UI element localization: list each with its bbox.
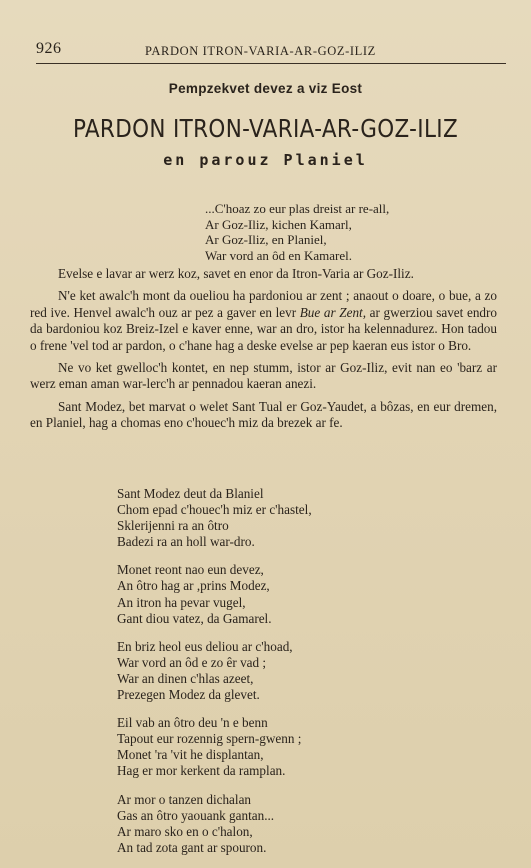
paragraph-text: Sant Modez, bet marvat o welet Sant Tual er Goz-Yaudet, a bôzas, en eur dremen, en Planiel, hag a chomas eno c'houec'h miz da brezek ar fe. bbox=[30, 398, 497, 431]
epigraph bbox=[205, 201, 389, 263]
verse-line: An tad zota gant ar spouron. bbox=[117, 839, 267, 855]
paragraph bbox=[30, 399, 497, 432]
book-title: Bue ar Zent, bbox=[299, 304, 366, 320]
stanza bbox=[117, 792, 312, 856]
stanza bbox=[117, 562, 312, 626]
paragraph bbox=[30, 266, 497, 282]
stanza bbox=[117, 715, 312, 779]
verse-line: Sklerijenni ra an ôtro bbox=[117, 518, 229, 534]
verse-line: Badezi ra an holl war-dro. bbox=[117, 534, 255, 550]
page-number: 926 bbox=[36, 40, 62, 57]
verse-line: Chom epad c'houec'h miz er c'hastel, bbox=[117, 502, 312, 518]
verse-line: War an dinen c'hlas azeet, bbox=[117, 670, 254, 686]
epigraph-line: ...C'hoaz zo eur plas dreist ar re-all, bbox=[205, 201, 390, 216]
verse-line: An itron ha pevar vugel, bbox=[117, 594, 246, 610]
verse-line: Monet reont nao eun devez, bbox=[117, 562, 264, 578]
paragraph-text: ar gwerziou savet endro da bardoniou koz Breiz-Izel e kaver enne, war an dro, istor ha kelennadurez. Hon tadou o frene 'vel tod ar pardon, o c'hane hag a deske evelse ar pep kaeran eus istor o Bro. bbox=[30, 304, 497, 353]
verse-line: Ar mor o tanzen dichalan bbox=[117, 791, 252, 807]
epigraph-line: Ar Goz-Iliz, en Planiel, bbox=[205, 232, 327, 248]
verse-line: Gas an ôtro yaouank gantan... bbox=[117, 807, 275, 823]
epigraph-line: War vord an ôd en Kamarel. bbox=[205, 247, 352, 263]
paragraph bbox=[30, 288, 497, 354]
verse-line: Hag er mor kerkent da ramplan. bbox=[117, 763, 286, 779]
verse-line: Prezegen Modez da glevet. bbox=[117, 687, 260, 703]
article-subtitle: en parouz Planiel bbox=[163, 151, 368, 169]
running-head: PARDON ITRON-VARIA-AR-GOZ-ILIZ bbox=[145, 44, 376, 58]
verse-line: Eil vab an ôtro deu 'n e benn bbox=[117, 715, 268, 731]
paragraph-text: N'e ket awalc'h mont da oueliou ha pardoniou ar zent ; anaout o doare, o bue, a zo red ive. Henvel awalc'h ouz ar pez a gaver en levr bbox=[30, 288, 497, 320]
verse-line: Monet 'ra 'vit he displantan, bbox=[117, 747, 264, 763]
verse-line: En briz heol eus deliou ar c'hoad, bbox=[117, 638, 293, 654]
verse-line: Ar maro sko en o c'halon, bbox=[117, 823, 253, 839]
epigraph-line: Ar Goz-Iliz, kichen Kamarl, bbox=[205, 216, 352, 232]
paragraph-text: Evelse e lavar ar werz koz, savet en enor da Itron-Varia ar Goz-Iliz. bbox=[58, 266, 414, 281]
article-title: PARDON ITRON-VARIA-AR-GOZ-ILIZ bbox=[72, 114, 459, 143]
paragraph bbox=[30, 360, 497, 393]
paragraph-text: Ne vo ket gwelloc'h kontet, en nep stumm, istor ar Goz-Iliz, evit nan eo 'barz ar werz eman aman war-lerc'h ar pennadou kaeran anezi. bbox=[30, 360, 497, 392]
verse-line: Gant diou vatez, da Gamarel. bbox=[117, 610, 272, 626]
stanza bbox=[117, 639, 312, 703]
verse-block bbox=[117, 486, 312, 868]
verse-line: Tapout eur rozennig spern-gwenn ; bbox=[117, 731, 302, 747]
stanza bbox=[117, 486, 312, 550]
verse-line: Sant Modez deut da Blaniel bbox=[117, 486, 264, 501]
verse-line: War vord an ôd e zo êr vad ; bbox=[117, 654, 267, 670]
verse-line: An ôtro hag ar ,prins Modez, bbox=[117, 578, 270, 594]
kicker-line: Pempzekvet devez a viz Eost bbox=[168, 81, 363, 96]
prose-body bbox=[30, 266, 497, 438]
header-rule bbox=[36, 63, 506, 64]
